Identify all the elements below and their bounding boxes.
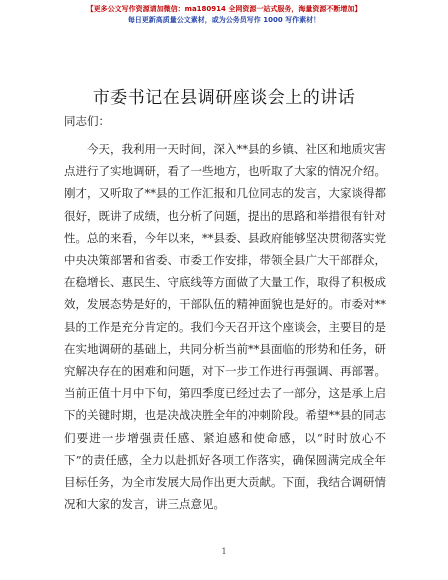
body-paragraph: 今天，我利用一天时间，深入**县的乡镇、社区和地质灾害点进行了实地调研，看了一些地方，也听取了大家的情况介绍。刚才，又听取了**县的工作汇报和几位同志的发言，大家谈得都很好，既讲了成绩，也分析了问题，提出的思路和举措很有针对性。总的来看，今年以来，**县委、县政府能够坚决贯彻落实党中央决策部署和省委、市委工作安排，带领全县广大干部群众，在稳增长、惠民生、守底线等方面做了大量工作，取得了积极成效，发展态势是好的，干部队伍的精神面貌也是好的。市委对**县的工作是充分肯定的。我们今天召开这个座谈会，主要目的是在实地调研的基础上，共同分析当前**县面临的形势和任务，研究解决存在的困难和问题，对下一步工作进行再强调、再部署。当前正值十月中下旬，第四季度已经过去了一部分，这是承上启下的关键时期，也是决战决胜全年的冲刺阶段。希望**县的同志们要进一步增强责任感、紧迫感和使命感，以“时时放心不下”的责任感，全力以赴抓好各项工作落实，确保圆满完成全年目标任务，为全市发展大局作出更大贡献。下面，我结合调研情况和大家的发言，讲三点意见。 xyxy=(64,142,386,512)
document-title: 市委书记在县调研座谈会上的讲话 xyxy=(92,88,356,108)
header-update-notice: 每日更新高质量公文素材，或为公务员写作 1000 写作素材！ xyxy=(127,16,321,24)
page-number: 1 xyxy=(221,547,227,556)
salutation: 同志们： xyxy=(64,114,110,128)
page-header-banner xyxy=(0,4,448,26)
header-resource-notice: 【更多公文写作资源请加微信：ma180914 全网资源一站式服务，海量资源不断增加】 xyxy=(86,5,362,13)
